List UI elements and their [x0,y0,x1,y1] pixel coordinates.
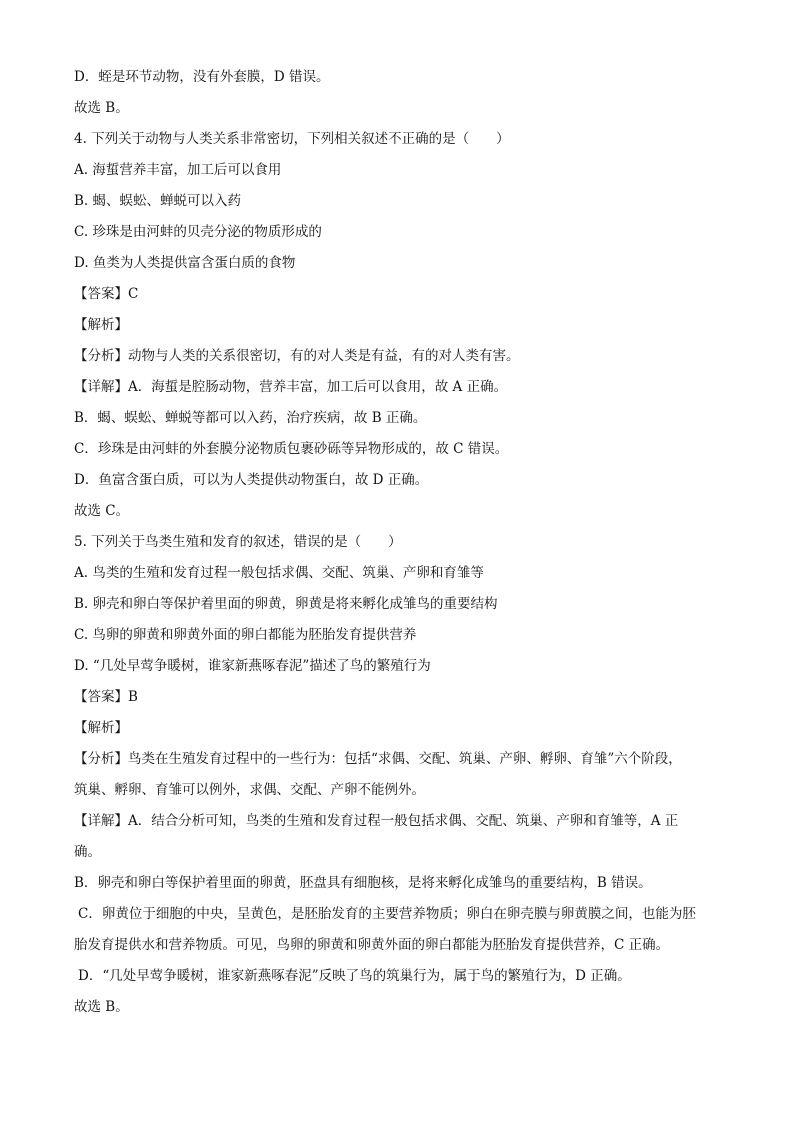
q5-detail-b: B．卵壳和卵白等保护着里面的卵黄，胚盘具有细胞核，是将来孵化成雏鸟的重要结构，B 错误。 [74,875,652,891]
q5-analysis-line1: 【分析】鸟类在生殖发育过程中的一些行为：包括“求偶、交配、筑巢、产卵、孵卵、育雏”六个阶段， [74,751,682,767]
q4-detail-b: B．蝎、蜈蚣、蝉蜕等都可以入药，治疗疾病，故 B 正确。 [74,410,427,426]
q4-option-d: D. 鱼类为人类提供富含蛋白质的食物 [74,255,296,271]
q5-detail-c-line2: 胎发育提供水和营养物质。可见，鸟卵的卵黄和卵黄外面的卵白都能为胚胎发育提供营养，C 正确。 [74,937,670,953]
q4-analysis: 【分析】动物与人类的关系很密切，有的对人类是有益，有的对人类有害。 [74,348,520,364]
q5-detail-a-line1: 【详解】A．结合分析可知，鸟类的生殖和发育过程一般包括求偶、交配、筑巢、产卵和育雏等，A 正 [74,813,679,829]
q5-jiexi-label: 【解析】 [74,720,128,736]
q4-jiexi-label: 【解析】 [74,317,128,333]
q5-option-a: A. 鸟类的生殖和发育过程一般包括求偶、交配、筑巢、产卵和育雏等 [74,565,484,581]
q5-detail-a-line2: 确。 [74,844,101,860]
q5-detail-d: D．“几处早莺争暖树，谁家新燕啄春泥”反映了鸟的筑巢行为，属于鸟的繁殖行为，D 正确。 [78,968,631,984]
q4-option-a: A. 海蜇营养丰富，加工后可以食用 [74,162,282,178]
q4-detail-d: D．鱼富含蛋白质，可以为人类提供动物蛋白，故 D 正确。 [74,472,429,488]
q5-option-d: D. “几处早莺争暖树，谁家新燕啄春泥”描述了鸟的繁殖行为 [74,658,431,674]
q4-answer: 【答案】C [74,286,139,302]
q4-option-b: B. 蝎、蜈蚣、蝉蜕可以入药 [74,193,242,209]
q5-detail-c-line1: C．卵黄位于细胞的中央，呈黄色，是胚胎发育的主要营养物质；卵白在卵壳膜与卵黄膜之间，也能为胚 [78,906,696,922]
q5-option-b: B. 卵壳和卵白等保护着里面的卵黄，卵黄是将来孵化成雏鸟的重要结构 [74,596,498,612]
q4-conclusion: 故选 C。 [74,503,130,519]
q5-answer: 【答案】B [74,689,138,705]
document-page [74,62,724,1023]
q4-detail-c: C．珍珠是由河蚌的外套膜分泌物质包裹砂砾等异物形成的，故 C 错误。 [74,441,509,457]
q4-detail-a: 【详解】A．海蜇是腔肠动物，营养丰富，加工后可以食用，故 A 正确。 [74,379,508,395]
q4-option-c: C. 珍珠是由河蚌的贝壳分泌的物质形成的 [74,224,322,240]
q5-conclusion: 故选 B。 [74,999,129,1015]
prev-conclusion: 故选 B。 [74,100,129,116]
q5-stem: 5. 下列关于鸟类生殖和发育的叙述，错误的是（ ） [74,534,402,550]
q5-option-c: C. 鸟卵的卵黄和卵黄外面的卵白都能为胚胎发育提供营养 [74,627,417,643]
prev-option-d-explanation: D．蛭是环节动物，没有外套膜，D 错误。 [74,69,330,85]
q5-analysis-line2: 筑巢、孵卵、育雏可以例外，求偶、交配、产卵不能例外。 [74,782,425,798]
q4-stem: 4. 下列关于动物与人类关系非常密切，下列相关叙述不正确的是（ ） [74,131,510,147]
